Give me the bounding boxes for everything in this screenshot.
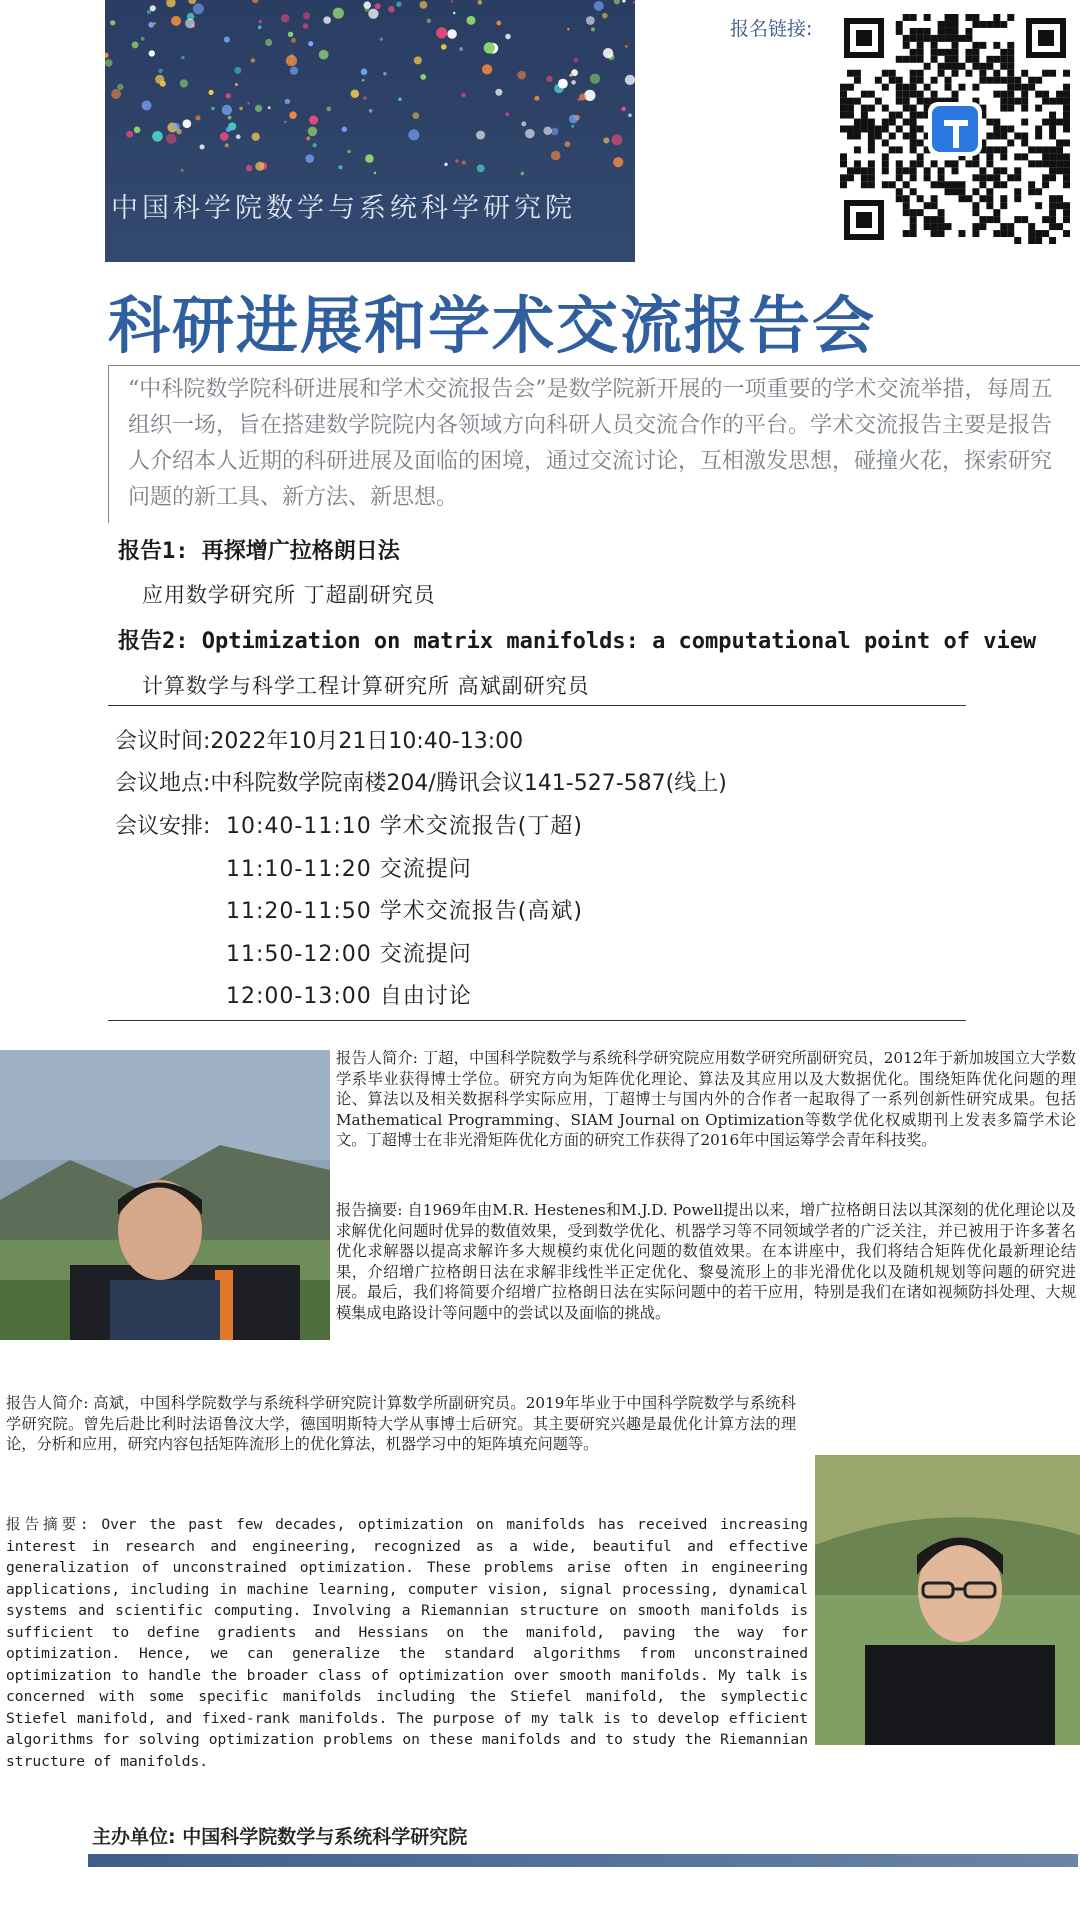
registration-label: 报名链接:: [730, 18, 813, 40]
meeting-time: 会议时间:2022年10月21日10:40-13:00: [115, 729, 524, 754]
organizer-label: 主办单位: 中国科学院数学与系统科学研究院: [92, 1826, 468, 1848]
schedule-label: 会议安排:: [115, 814, 211, 839]
footer-bar: [88, 1854, 1078, 1867]
report-1-title: 报告1: 再探增广拉格朗日法: [118, 539, 400, 564]
speaker-2-abstract: 报告摘要: Over the past few decades, optimization on manifolds has received increasing interest in research and engineering, recognized as a wide, beautiful and effective generalization of unconstrained optimization. These problems arise often in engineering applications, including in machine learning, computer vision, signal processing, dynamical systems and scientific computing. Involving a Riemannian structure on smooth manifolds is sufficient to define gradients and Hessians on the manifold, paving the way for optimization. Hence, we can generalize the standard algorithms from unconstrained optimization to handle the broader class of optimization over smooth manifolds. My talk is concerned with some specific manifolds including the Stiefel manifold, the symplectic Stiefel manifold, and fixed-rank manifolds. The purpose of my talk is to develop efficient algorithms for solving optimization problems on these manifolds and to study the Riemannian structure of manifolds.: [6, 1516, 808, 1770]
speaker-1-bio: 报告人简介: 丁超，中国科学院数学与系统科学研究院应用数学研究所副研究员，2012年于新加坡国立大学数学系毕业获得博士学位。研究方向为矩阵优化理论、算法及其应用以及大数据优化。围绕矩阵优化问题的理论、算法以及相关数据科学实际应用，丁超博士与国内外的合作者一起取得了一系列创新性研究成果。包括Mathematical Programming、SIAM Journal on Optimization等数学优化权威期刊上发表多篇学术论文。丁超博士在非光滑矩阵优化方面的研究工作获得了2016年中国运筹学会青年科技奖。: [336, 1049, 1076, 1149]
divider: [108, 365, 109, 523]
speaker-2-photo: [815, 1455, 1080, 1745]
schedule-item: 10:40-11:10 学术交流报告(丁超): [226, 814, 583, 839]
divider: [108, 705, 966, 706]
qr-code-icon[interactable]: [840, 14, 1070, 244]
schedule-item: 11:20-11:50 学术交流报告(高斌): [226, 899, 583, 924]
speaker-2-bio: 报告人简介: 高斌，中国科学院数学与系统科学研究院计算数学所副研究员。2019年毕业于中国科学院数学与系统科学研究院。曾先后赴比利时法语鲁汶大学，德国明斯特大学从事博士后研究。其主要研究兴趣是最优化计算方法的理论，分析和应用，研究内容包括矩阵流形上的优化算法，机器学习中的矩阵填充问题等。: [6, 1394, 796, 1453]
speaker-1-photo: [0, 1050, 330, 1340]
schedule-item: 11:10-11:20 交流提问: [226, 857, 472, 882]
speaker-1-abstract: 报告摘要: 自1969年由M.R. Hestenes和M.J.D. Powell提出以来，增广拉格朗日法以其深刻的优化理论以及求解优化问题时优异的数值效果，受到数学优化、机器学习等不同领域学者的广泛关注，并已被用于许多著名优化求解器以提高求解许多大规模约束优化问题的数值效果。在本讲座中，我们将结合矩阵优化最新理论结果，介绍增广拉格朗日法在求解非线性半正定优化、黎曼流形上的非光滑优化以及随机规划等问题的研究进展。最后，我们将简要介绍增广拉格朗日法在实际问题中的若干应用，特别是我们在诸如视频防抖处理、大规模集成电路设计等问题中的尝试以及面临的挑战。: [336, 1201, 1076, 1322]
page-title: 科研进展和学术交流报告会: [108, 289, 877, 362]
intro-paragraph: “中科院数学院科研进展和学术交流报告会”是数学院新开展的一项重要的学术交流举措，每周五组织一场，旨在搭建数学院院内各领域方向科研人员交流合作的平台。学术交流报告主要是报告人介绍本人近期的科研进展及面临的困境，通过交流讨论，互相激发思想，碰撞火花，探索研究问题的新工具、新方法、新思想。: [128, 377, 1053, 510]
divider: [108, 1020, 966, 1021]
divider: [108, 365, 1080, 366]
report-2-title: 报告2: Optimization on matrix manifolds: a computational point of view: [118, 629, 1037, 654]
schedule-item: 12:00-13:00 自由讨论: [226, 984, 472, 1009]
schedule-item: 11:50-12:00 交流提问: [226, 942, 472, 967]
report-1-speaker: 应用数学研究所 丁超副研究员: [142, 583, 436, 607]
header-banner: [105, 0, 635, 262]
meeting-place: 会议地点:中科院数学院南楼204/腾讯会议141-527-587(线上): [115, 771, 727, 796]
banner-institute-name: 中国科学院数学与系统科学研究院: [111, 193, 576, 224]
report-2-speaker: 计算数学与科学工程计算研究所 高斌副研究员: [142, 674, 590, 698]
